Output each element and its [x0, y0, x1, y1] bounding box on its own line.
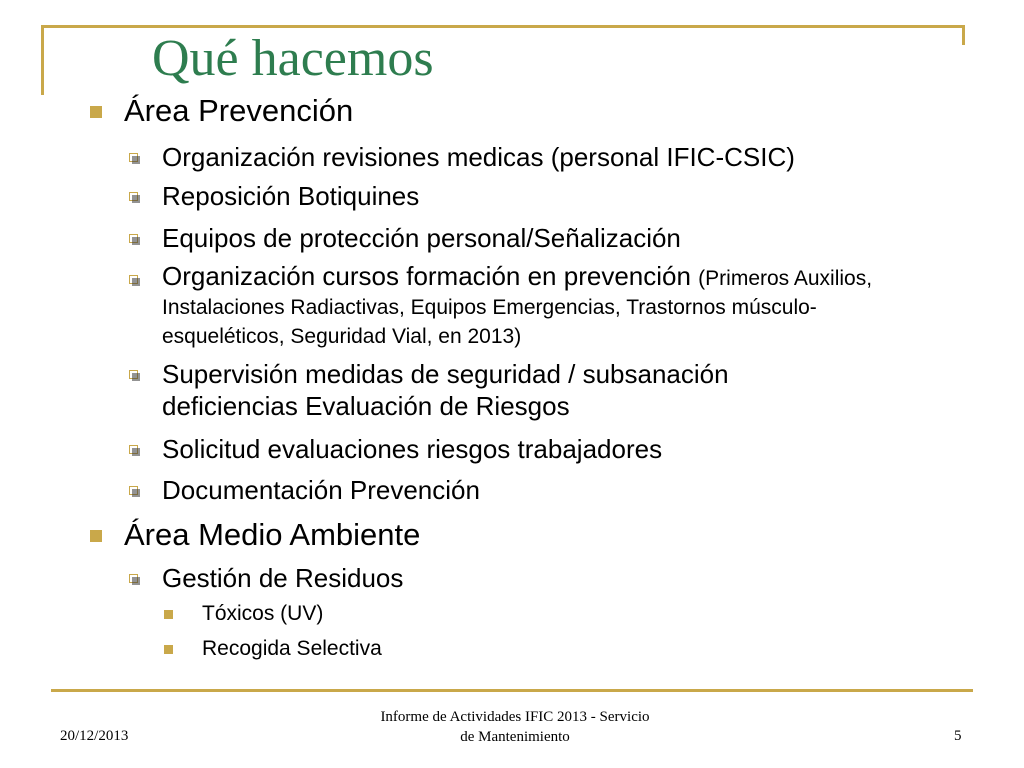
- footer-caption: [340, 707, 690, 747]
- checkbox-bullet-icon: [129, 192, 138, 201]
- footer-caption-line-2: de Mantenimiento: [460, 729, 570, 745]
- list-item-text: Organización cursos formación en prevención: [162, 261, 691, 291]
- section-heading-medio-ambiente: [124, 517, 420, 553]
- sub-list-item-text: Tóxicos (UV): [202, 602, 324, 625]
- list-item-text: Equipos de protección personal/Señalización: [162, 223, 681, 253]
- list-item-detail: (Primeros Auxilios, Instalaciones Radiactivas, Equipos Emergencias, Trastornos músculo-esqueléticos, Seguridad Vial, en 2013): [162, 267, 873, 348]
- section-heading-label: Área Prevención: [124, 93, 354, 128]
- footer-date: 20/12/2013: [60, 728, 129, 744]
- checkbox-bullet-icon: [129, 370, 138, 379]
- list-item-text: Reposición Botiquines: [162, 181, 420, 211]
- checkbox-bullet-icon: [129, 445, 138, 454]
- list-item-text: Gestión de Residuos: [162, 563, 404, 593]
- list-item: [162, 180, 952, 212]
- list-item: [162, 141, 952, 173]
- footer-divider: [51, 689, 973, 692]
- square-bullet-icon: [164, 610, 173, 619]
- square-bullet-icon: [90, 106, 102, 118]
- footer-caption-line-1: Informe de Actividades IFIC 2013 - Servicio: [380, 709, 650, 725]
- sub-list-item: [202, 601, 323, 627]
- section-heading-label: Área Medio Ambiente: [124, 517, 421, 552]
- list-item: [162, 222, 952, 254]
- checkbox-bullet-icon: [129, 275, 138, 284]
- square-bullet-icon: [164, 645, 173, 654]
- sub-list-item-text: Recogida Selectiva: [202, 637, 382, 660]
- list-item: [162, 263, 932, 350]
- list-item-text: Organización revisiones medicas (personal IFIC-CSIC): [162, 142, 795, 172]
- sub-list-item: [202, 636, 382, 662]
- checkbox-bullet-icon: [129, 234, 138, 243]
- section-heading-prevencion: [124, 93, 353, 129]
- list-item: [162, 474, 952, 506]
- list-item-text: Supervisión medidas de seguridad / subsanación deficiencias Evaluación de Riesgos: [162, 359, 729, 421]
- list-item-text: Solicitud evaluaciones riesgos trabajadores: [162, 434, 663, 464]
- list-item-text: Documentación Prevención: [162, 475, 480, 505]
- slide-title: Qué hacemos: [152, 30, 434, 87]
- list-item: [162, 433, 952, 465]
- list-item: [162, 562, 952, 594]
- page-number: 5: [954, 728, 962, 744]
- checkbox-bullet-icon: [129, 574, 138, 583]
- square-bullet-icon: [90, 530, 102, 542]
- checkbox-bullet-icon: [129, 486, 138, 495]
- list-item: [162, 358, 862, 422]
- checkbox-bullet-icon: [129, 153, 138, 162]
